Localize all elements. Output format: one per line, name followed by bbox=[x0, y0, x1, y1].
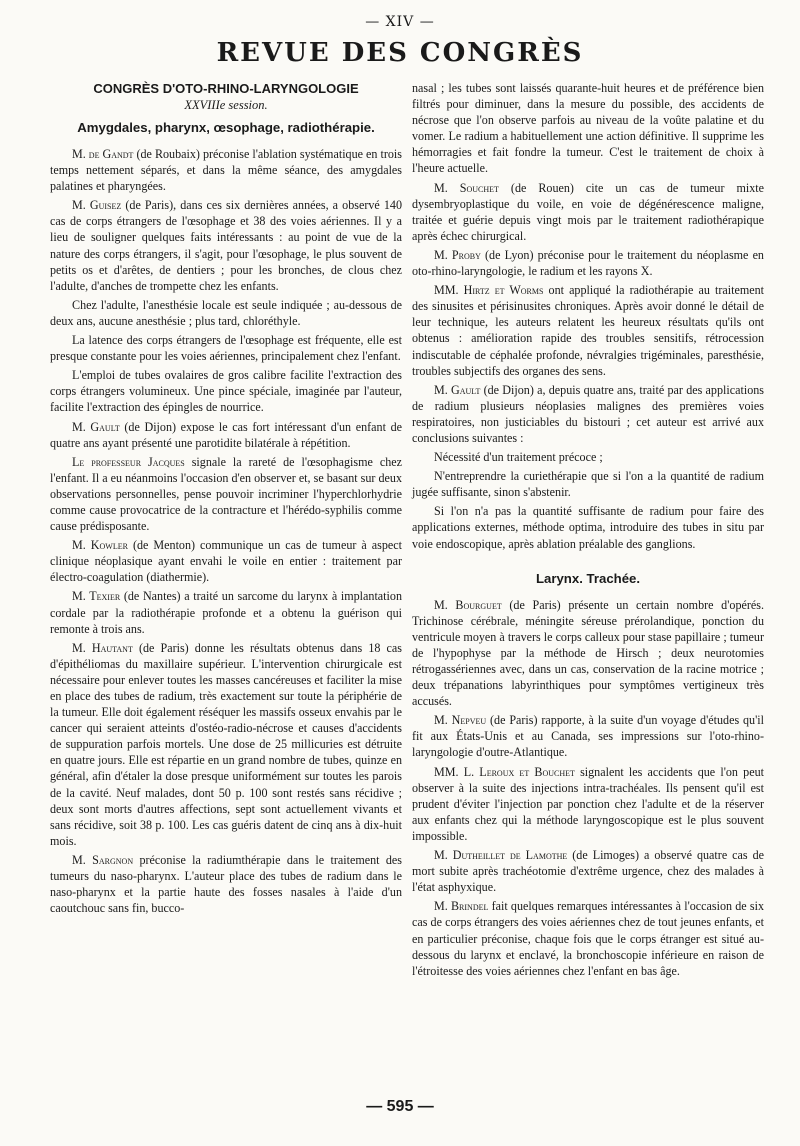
paragraph-text: (de Nantes) a traité un sarcome du larynx à implantation cordale par la radiothérapie profonde et a obtenu la guérison qui remonte à trois ans. bbox=[50, 589, 402, 636]
paragraph-text: Si l'on n'a pas la quantité suffisante de radium pour faire des applications externes, méthode optima, introduire des tubes in situ par voie endoscopique, après ablation préalable des ganglions. bbox=[412, 504, 764, 551]
paragraph-text: La latence des corps étrangers de l'œsophage est fréquente, elle est presque constante pour les voies aériennes, principalement chez l'enfant. bbox=[50, 333, 402, 364]
paragraph-text: signale la rareté de l'œsophagisme chez l'enfant. Il a eu néanmoins l'occasion d'en observer et, se basant sur deux observations personnelles, pense pouvoir incriminer l'hyperchlorhydrie comme cause provocatrice de la contracture et l'hérédo-syphilis comme cause prédisposante. bbox=[50, 454, 403, 534]
paragraph-text: (de Paris) donne les résultats obtenus dans 18 cas d'épithéliomas du maxillaire supérieur. L'intervention chirurgicale est nécessaire pour enlever toutes les masses cancéreuses et faciliter la mise en place des tubes de radium, très exactement sur toute la périphérie de la tumeur. Elle doit également réséquer les massifs osseux envahis par le cancer qui seraient atteints d'ostéo-radio-nécrose et causes d'accidents de suppuration parfois mortels. Une dose de 25 millicuries est détruite en quatre jours. Elle est répartie en un grand nombre de tubes, quinze en général, afin d'étaler la dose presque uniformément sur toutes les parois de la cavité. Neuf malades, dont 50 p. 100 sont restés sans récidive ; deux sont morts d'autres affections, sept sont actuellement vivants et sans récidive, soit 38 p. 100. Les cas guéris datent de cinq ans à dix-huit mois. bbox=[50, 640, 402, 848]
author-name: M. Kowler bbox=[72, 538, 128, 553]
paragraph bbox=[50, 367, 402, 415]
paragraph-text: (de Dijon) a, depuis quatre ans, traité par des applications de radium plusieurs néoplasies malignes des premières voies respiratoires, non justiciables du bistouri ; cet auteur est arrivé aux conclusions suivantes : bbox=[412, 382, 764, 445]
paragraph-text: (de Paris), dans ces six dernières années, a observé 140 cas de corps étrangers de l'œsophage et 38 des voies aériennes. Il y a lieu de souligner quelques faits intéressants : au point de vue de la nature des corps étrangers, il s'agit, pour l'œsophage, le plus souvent de petits os et d'arêtes, de dentiers ; pour les bronches, de clous chez l'adulte, d'anches de trompette chez les enfants. bbox=[50, 198, 402, 293]
author-name: MM. Hirtz et Worms bbox=[434, 283, 544, 298]
author-name: M. Proby bbox=[434, 247, 481, 262]
paragraph bbox=[412, 382, 764, 446]
congress-title: CONGRÈS D'OTO-RHINO-LARYNGOLOGIE bbox=[93, 81, 359, 96]
paragraph-text: (de Limoges) a observé quatre cas de mort subite après trachéotomie d'extrême urgence, chez des malades à l'état asphyxique. bbox=[412, 848, 765, 895]
author-name: M. Hautant bbox=[72, 640, 133, 655]
left-column bbox=[50, 80, 402, 919]
paragraph-text: fait quelques remarques intéressantes à l'occasion de six cas de corps étrangers des voies aériennes chez de tout jeunes enfants, et en particulier préconise, chaque fois que le corps étranger est situé au-dessous du larynx et enclavé, la bronchoscopie inférieure en raison de l'étroitesse des voies aériennes chez l'enfant en bas âge. bbox=[412, 899, 764, 978]
paragraph-text: (de Roubaix) préconise l'ablation systématique en trois temps nettement séparés, et dans la même séance, des amygdales palatines et pharyngées. bbox=[50, 147, 402, 194]
author-name: M. Nepveu bbox=[434, 713, 487, 728]
page-number: — 595 — bbox=[366, 1098, 434, 1115]
paragraph bbox=[50, 297, 402, 329]
paragraph-text: L'emploi de tubes ovalaires de gros calibre facilite l'extraction des corps étrangers volumineux. Une pince spéciale, imaginée par l'auteur, facilite l'extraction des épingles de nourrice. bbox=[50, 368, 402, 415]
paragraph bbox=[50, 146, 402, 194]
author-name: M. Bourguet bbox=[434, 597, 502, 612]
paragraph-text: N'entreprendre la curiethérapie que si l'on a la quantité de radium jugée suffisante, sinon s'abstenir. bbox=[412, 469, 764, 500]
paragraph-text: nasal ; les tubes sont laissés quarante-huit heures et de préférence bien filtrés pour diminuer, dans la mesure du possible, des accidents de nécrose que l'on observe parfois au niveau de la voûte palatine et du vomer. Le radium a habituellement une action définitive. Il supprime les hémorragies et fait fondre la tumeur. C'est le traitement de choix à l'heure actuelle. bbox=[412, 81, 764, 176]
author-name: M. Brindel bbox=[434, 899, 489, 914]
paragraph-text: (de Paris) présente un certain nombre d'opérés. Trichinose cérébrale, méningite séreuse prérolandique, ponction du ventricule moyen à travers le corps calleux pour stase papillaire ; tumeur de l'hypophyse par la méthode de Hirsch ; deux neurotomies rétrogassériennes avec, dans un cas, conservation de la racine motrice ; deux trépanations labyrinthiques pour symptômes vertigineux très accusés. bbox=[412, 597, 764, 709]
paragraph bbox=[412, 468, 764, 500]
paragraph bbox=[412, 712, 764, 760]
paragraph bbox=[50, 537, 402, 585]
session-label: XXVIIIe session. bbox=[184, 98, 268, 112]
paragraph-text: (de Dijon) expose le cas fort intéressant d'un enfant de quatre ans ayant présenté une parotidite bilatérale à répétition. bbox=[50, 419, 402, 450]
paragraph-text: Chez l'adulte, l'anesthésie locale est seule indiquée ; au-dessous de deux ans, aucune anesthésie ; plus tard, chloréthyle. bbox=[50, 297, 402, 328]
paragraph bbox=[412, 449, 764, 465]
author-name: M. Gault bbox=[72, 419, 120, 434]
paragraph bbox=[412, 847, 764, 895]
paragraph bbox=[412, 597, 764, 710]
paragraph-text: Nécessité d'un traitement précoce ; bbox=[434, 450, 603, 465]
paragraph-text: préconise la radiumthérapie dans le traitement des tumeurs du naso-pharynx. L'auteur place des tubes de radium dans le naso-pharynx et la partie haute des fosses nasales à l'aide d'un caoutchouc sans fin, bucco- bbox=[50, 852, 403, 916]
paragraph bbox=[50, 852, 402, 916]
paragraph-text: (de Lyon) préconise pour le traitement du néoplasme en oto-rhino-laryngologie, le radium et les rayons X. bbox=[412, 247, 764, 279]
author-name: M. Gault bbox=[434, 382, 481, 397]
right-paragraphs-bottom bbox=[412, 597, 764, 979]
paragraph-text: signalent les accidents que l'on peut observer à la suite des injections intra-trachéales. Ils pensent qu'il est prudent d'éviter l'injection par ponction chez l'adulte et de la réserver aux enfants chez qui la méthode laryngoscopique est le plus souvent impossible. bbox=[412, 764, 764, 843]
author-name: MM. L. Leroux et Bouchet bbox=[434, 764, 575, 779]
paragraph bbox=[412, 898, 764, 978]
paragraph bbox=[50, 197, 402, 294]
paragraph bbox=[412, 180, 764, 244]
right-paragraphs-top bbox=[412, 80, 764, 552]
paragraph bbox=[412, 764, 764, 844]
paragraph bbox=[412, 503, 764, 551]
right-column bbox=[412, 80, 764, 982]
paragraph bbox=[412, 282, 764, 379]
paragraph-text: ont appliqué la radiothérapie au traitement des sinusites et périsinusites chroniques. Après avoir donné le détail de leur technique, les auteurs relatent les heureux résultats qu'ils ont obtenus : amélioration rapide des troubles sensitifs, rétrocession indiscutable de céphalée profonde, névralgies trigéminales, paresthésie, troubles subjectifs des organes des sens. bbox=[412, 283, 764, 378]
paragraph bbox=[412, 80, 764, 177]
author-name: M. Dutheillet de Lamothe bbox=[434, 848, 568, 863]
author-name: M. Guisez bbox=[72, 198, 122, 213]
right-heading: Larynx. Trachée. bbox=[535, 570, 641, 586]
author-name: M. de Gandt bbox=[72, 147, 134, 161]
left-paragraphs bbox=[50, 146, 402, 916]
paragraph-text: (de Paris) rapporte, à la suite d'un voyage d'études qu'il fit aux États-Unis et au Canada, ses impressions sur l'oto-rhino-laryngologie d'outre-Atlantique. bbox=[412, 713, 765, 760]
author-name: M. Souchet bbox=[434, 180, 499, 195]
paragraph bbox=[50, 419, 402, 451]
page-header-roman: — XIV — bbox=[365, 14, 435, 30]
paragraph bbox=[50, 640, 402, 849]
paragraph bbox=[412, 247, 764, 279]
paragraph bbox=[50, 332, 402, 364]
author-name: Le professeur Jacques bbox=[72, 454, 185, 469]
left-heading: Amygdales, pharynx, œsophage, radiothérapie. bbox=[77, 120, 375, 135]
paragraph-text: (de Menton) communique un cas de tumeur à aspect clinique néoplasique ayant envahi le voile en entier : traitement par électro-coagulation (diathermie). bbox=[50, 538, 402, 585]
section-title: REVUE DES CONGRÈS bbox=[216, 38, 584, 68]
paragraph-text: (de Rouen) cite un cas de tumeur mixte dysembryoplastique du voile, en voie de dégénérescence maligne, traitée et guérie depuis vingt mois par le traitement radiothérapique après échec chirurgical. bbox=[412, 180, 765, 243]
paragraph bbox=[50, 454, 402, 534]
paragraph bbox=[50, 588, 402, 636]
author-name: M. Texier bbox=[72, 589, 121, 604]
author-name: M. Sargnon bbox=[72, 852, 134, 867]
